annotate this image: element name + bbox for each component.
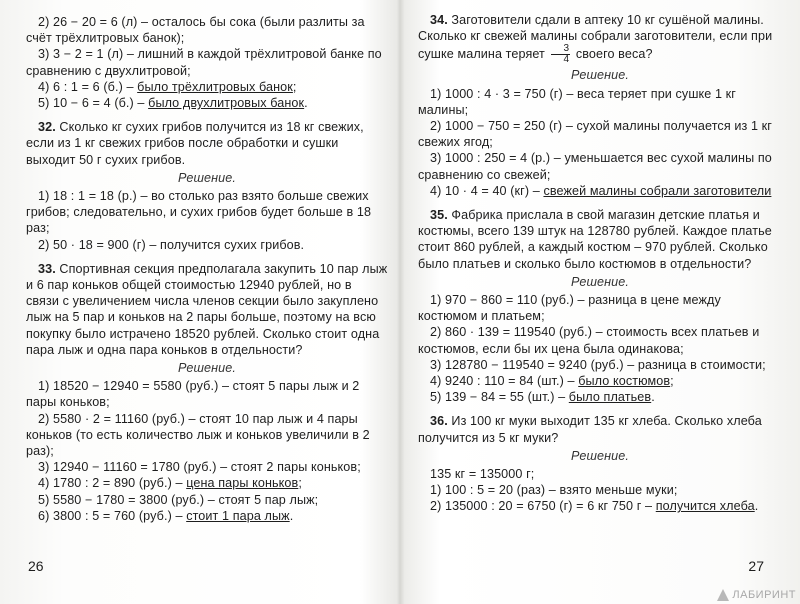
step-text: 4) 9240 : 110 = 84 (шт.) – — [430, 374, 579, 389]
problem-33 — [26, 261, 388, 358]
answer-text: стоит 1 пара лыж — [186, 508, 290, 523]
problem-number: 35. — [430, 208, 448, 223]
solution-step — [26, 475, 388, 491]
answer-text: свежей малины собрали заготовители — [543, 183, 772, 198]
step-text: 2) 135000 : 20 = 6750 (г) = 6 кг 750 г – — [430, 499, 656, 514]
solution-label: Решение. — [571, 274, 629, 289]
problem-number: 34. — [430, 13, 448, 27]
fraction-denominator: 4 — [563, 54, 570, 66]
solution-step: 2) 5580 · 2 = 11160 (руб.) – стоят 10 пар лыж и 4 пары коньков (то есть количество лыж и коньков увеличили в 2 раз); — [26, 411, 370, 459]
solution-step — [418, 183, 782, 199]
fraction — [551, 44, 571, 65]
solution-step — [418, 389, 782, 405]
step-text: 4) 10 · 4 = 40 (кг) – — [430, 183, 544, 198]
labirint-logo-icon — [716, 588, 730, 602]
continued-step-5 — [26, 95, 388, 111]
step-text: 4) 6 : 1 = 6 (б.) – — [38, 79, 138, 94]
solution-label: Решение. — [178, 170, 236, 185]
step-end: . — [304, 96, 308, 111]
continued-step-3: 3) 3 − 2 = 1 (л) – лишний в каждой трёхлитровой банке по сравнению с двухлитровой; — [26, 47, 382, 78]
solution-step: 3) 128780 − 119540 = 9240 (руб.) – разница в стоимости; — [430, 357, 766, 372]
problem-35 — [418, 207, 782, 272]
answer-text: было костюмов — [578, 374, 671, 389]
step-end: ; — [670, 374, 674, 389]
problem-number: 33. — [38, 261, 56, 276]
solution-step: 1) 18 : 1 = 18 (р.) – во столько раз взято больше свежих грибов; следовательно, и сухих грибов будет больше в 18 раз; — [26, 189, 372, 236]
right-page — [402, 0, 800, 604]
problem-32 — [26, 119, 388, 168]
solution-step — [26, 508, 388, 524]
solution-step: 1) 1000 : 4 · 3 = 750 (г) – веса теряет при сушке 1 кг малины; — [418, 86, 736, 117]
step-end: . — [289, 508, 294, 523]
answer-text: было платьев — [568, 390, 652, 405]
solution-step: 2) 860 · 139 = 119540 (руб.) – стоимость всех платьев и костюмов, если бы их цена была одинакова; — [418, 325, 760, 356]
solution-label: Решение. — [571, 68, 629, 83]
solution-step: 2) 1000 − 750 = 250 (г) – сухой малины получается из 1 кг свежих ягод; — [418, 119, 772, 150]
solution-step — [418, 498, 782, 514]
solution-label: Решение. — [178, 361, 236, 376]
watermark-text: ЛАБИРИНТ — [732, 589, 796, 601]
page-number: 26 — [28, 558, 44, 574]
problem-34 — [418, 12, 782, 65]
page-number: 27 — [748, 558, 764, 574]
answer-text: цена пары коньков — [186, 476, 299, 491]
left-page-content — [26, 14, 388, 524]
step-end: . — [754, 499, 759, 514]
watermark — [716, 588, 796, 602]
problem-number: 32. — [38, 120, 56, 135]
solution-step: 5) 5580 − 1780 = 3800 (руб.) – стоят 5 пар лыж; — [38, 492, 319, 507]
fraction-numerator: 3 — [551, 44, 571, 55]
solution-step: 3) 12940 − 11160 = 1780 (руб.) – стоят 2 пары коньков; — [38, 460, 361, 475]
solution-step: 2) 50 · 18 = 900 (г) – получится сухих грибов. — [38, 237, 305, 252]
solution-step — [418, 373, 782, 389]
problem-text: Сколько кг сухих грибов получится из 18 кг свежих, если из 1 кг свежих грибов после обработки и сушки выходит 50 г сухих грибов. — [26, 120, 364, 167]
solution-step: 135 кг = 135000 г; — [430, 467, 535, 482]
solution-label: Решение. — [571, 448, 629, 463]
problem-text: Фабрика прислала в свой магазин детские платья и костюмы, всего 139 штук на 128780 рублей. Каждое платье стоит 860 рублей, а каждый костюм – 970 рублей. Сколько было платьев и сколько было костюмов в отдельности? — [418, 208, 772, 271]
step-end: . — [651, 390, 655, 405]
answer-text: получится хлеба — [655, 499, 755, 514]
right-page-content — [418, 12, 782, 515]
solution-step: 1) 970 − 860 = 110 (руб.) – разница в цене между костюмом и платьем; — [418, 293, 721, 324]
left-page — [0, 0, 398, 604]
solution-step: 1) 18520 − 12940 = 5580 (руб.) – стоят 5 пары лыж и 2 пары коньков; — [26, 379, 360, 410]
step-text: 5) 10 − 6 = 4 (б.) – — [38, 96, 149, 111]
continued-step-2: 2) 26 − 20 = 6 (л) – осталось бы сока (были разлиты за счёт трёхлитровых банок); — [26, 15, 365, 46]
step-text: 5) 139 − 84 = 55 (шт.) – — [430, 390, 569, 405]
problem-text-end: своего веса? — [575, 47, 653, 62]
problem-text: Из 100 кг муки выходит 135 кг хлеба. Сколько хлеба получится из 5 кг муки? — [418, 414, 762, 445]
step-text: 4) 1780 : 2 = 890 (руб.) – — [38, 476, 187, 491]
problem-text: Спортивная секция предполагала закупить 10 пар лыж и 6 пар коньков общей стоимостью 12940 рублей, но в связи с увеличением числа членов секции было закуплено лыж на 5 пар и коньков на 2 пары больше, поэтому на всю покупку было истрачено 18520 рублей. Сколько стоит одна пара лыж и одна пара коньков в отдельности? — [26, 261, 388, 357]
solution-step: 3) 1000 : 250 = 4 (р.) – уменьшается вес сухой малины по сравнению со свежей; — [418, 151, 772, 182]
problem-number: 36. — [430, 414, 448, 429]
answer-text: было двухлитровых банок — [148, 96, 305, 111]
answer-text: было трёхлитровых банок — [137, 79, 293, 94]
step-end: ; — [292, 79, 297, 94]
continued-step-4 — [26, 79, 388, 95]
problem-text: Заготовители сдали в аптеку 10 кг сушёной малины. Сколько кг свежей малины собрали заготовители, если при сушке малина теряет — [418, 13, 773, 62]
step-text: 6) 3800 : 5 = 760 (руб.) – — [38, 508, 187, 523]
step-end: ; — [298, 476, 302, 491]
solution-step: 1) 100 : 5 = 20 (раз) – взято меньше муки; — [430, 483, 678, 498]
problem-36 — [418, 413, 782, 445]
